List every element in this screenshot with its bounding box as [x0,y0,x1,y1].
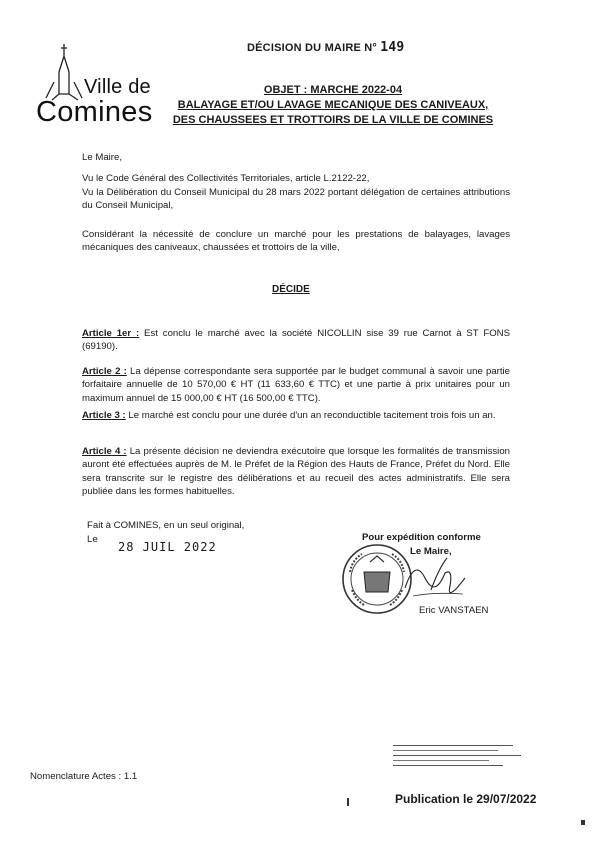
handwritten-date: 28 JUIL 2022 [118,540,217,554]
objet-block [163,83,503,128]
logo-ville-text: Ville de [84,76,151,98]
publication-date: Publication le 29/07/2022 [395,792,537,806]
objet-line-3: DES CHAUSSEES ET TROTTOIRS DE LA VILLE DE COMINES [172,114,494,126]
mayor-name: Eric VANSTAEN [419,605,489,616]
objet-line-2: BALAYAGE ET/OU LAVAGE MECANIQUE DES CANIVEAUX, [177,99,489,111]
article-3-text: Le marché est conclu pour une durée d'un an reconductible tacitement trois fois un an. [125,410,496,421]
decision-title [247,40,404,55]
le-maire-signature: Le Maire, [410,546,452,557]
article-1 [82,327,510,354]
decide-heading: DÉCIDE [272,284,310,295]
article-2-label: Article 2 : [82,366,127,377]
article-4-label: Article 4 : [82,446,127,457]
ville-de-comines-logo [34,42,154,128]
scan-mark [347,798,349,806]
le-label: Le [87,534,98,545]
article-4 [82,445,510,499]
logo-comines-text: Comines [36,96,153,128]
article-3 [82,409,510,422]
church-tower-icon [44,42,84,102]
nomenclature-actes: Nomenclature Actes : 1.1 [30,771,138,782]
article-4-text: La présente décision ne deviendra exécutoire que lorsque les formalités de transmission auront été effectuées auprès de M. le Préfet de la Région des Hauts de France, Préfet du Nord. Elle sera transcrite sur le registre des délibérations et au recueil des actes administratifs. Elle sera publiée dans les formes habituelles. [82,446,510,498]
vu-code-general: Vu le Code Général des Collectivités Territoriales, article L.2122-22, [82,173,370,184]
article-1-text: Est conclu le marché avec la société NICOLLIN sise 39 rue Carnot à ST FONS (69190). [82,328,510,353]
le-maire-intro: Le Maire, [82,152,122,163]
article-3-label: Article 3 : [82,410,126,421]
considerant: Considérant la nécessité de conclure un marché pour les prestations de balayages, lavages mécaniques des caniveaux, chaussées et trottoirs de la ville, [82,229,510,254]
decision-prefix: DÉCISION DU MAIRE N° [247,42,378,54]
article-2-text: La dépense correspondante sera supportée par le budget communal à savoir une partie forfaitaire annuelle de 10 570,00 € HT (11 633,60 € TTC) et une partie à prix unitaires pour un maximum annuel de 15 000,00 € HT (16 500,00 € TTC). [82,366,510,404]
scan-mark [581,820,585,825]
decision-number: 149 [380,40,405,55]
vu-deliberation: Vu la Délibération du Conseil Municipal du 28 mars 2022 portant délégation de certaines attributions du Conseil Municipal, [82,187,510,212]
fait-a-comines: Fait à COMINES, en un seul original, [87,520,245,531]
article-2 [82,365,510,405]
article-1-label: Article 1er : [82,328,140,339]
pour-expedition: Pour expédition conforme [362,532,481,543]
mayor-signature [395,548,485,608]
objet-line-1: OBJET : MARCHE 2022-04 [263,84,403,96]
prefecture-receipt-stamp [393,743,543,773]
